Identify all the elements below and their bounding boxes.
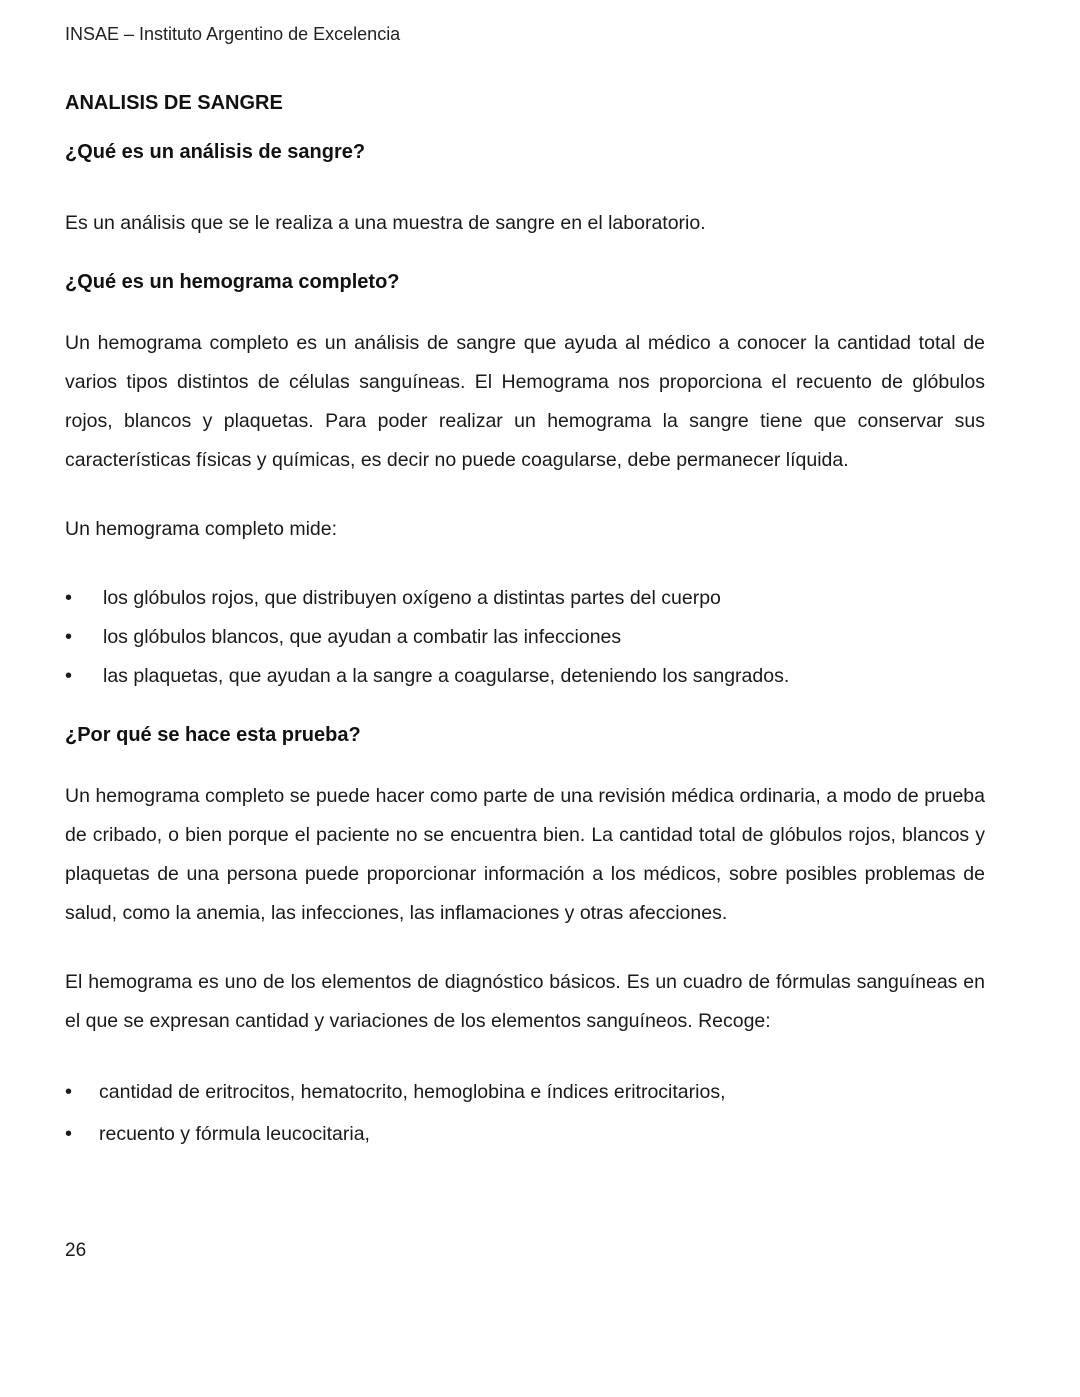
- measures-intro: Un hemograma completo mide:: [65, 518, 338, 540]
- bullet-icon: •: [65, 1123, 73, 1145]
- question-heading-2: ¿Qué es un hemograma completo?: [65, 271, 400, 293]
- page-number: 26: [65, 1240, 87, 1261]
- document-title: ANALISIS DE SANGRE: [65, 92, 283, 114]
- list-item: • las plaquetas, que ayudan a la sangre a coagularse, deteniendo los sangrados.: [65, 657, 985, 696]
- hemogram-paragraph: Un hemograma completo es un análisis de sangre que ayuda al médico a conocer la cantidad total de varios tipos distintos de células sanguíneas. El Hemograma nos proporciona el recuento de glóbulos rojos, blancos y plaquetas. Para poder realizar un hemograma la sangre tiene que conservar sus características físicas y químicas, es decir no puede coagularse, debe permanecer líquida.: [65, 332, 985, 471]
- document-body: [65, 92, 985, 1155]
- list-item: • cantidad de eritrocitos, hematocrito, hemoglobina e índices eritrocitarios,: [65, 1071, 985, 1113]
- list-item: • recuento y fórmula leucocitaria,: [65, 1113, 985, 1155]
- answer-paragraph-1: Es un análisis que se le realiza a una muestra de sangre en el laboratorio.: [65, 212, 706, 234]
- list-item: • los glóbulos rojos, que distribuyen oxígeno a distintas partes del cuerpo: [65, 579, 985, 618]
- diagnostic-paragraph: El hemograma es uno de los elementos de diagnóstico básicos. Es un cuadro de fórmulas sanguíneas en el que se expresan cantidad y variaciones de los elementos sanguíneos. Recoge:: [65, 971, 985, 1032]
- list-item: • los glóbulos blancos, que ayudan a combatir las infecciones: [65, 618, 985, 657]
- bullet-icon: •: [65, 587, 73, 609]
- question-heading-3: ¿Por qué se hace esta prueba?: [65, 724, 361, 746]
- bullet-icon: •: [65, 665, 73, 687]
- page-header: INSAE – Instituto Argentino de Excelencia: [65, 24, 401, 44]
- test-reason-paragraph: Un hemograma completo se puede hacer como parte de una revisión médica ordinaria, a modo de prueba de cribado, o bien porque el paciente no se encuentra bien. La cantidad total de glóbulos rojos, blancos y plaquetas de una persona puede proporcionar información a los médicos, sobre posibles problemas de salud, como la anemia, las infecciones, las inflamaciones y otras afecciones.: [65, 785, 985, 924]
- question-heading-1: ¿Qué es un análisis de sangre?: [65, 141, 366, 163]
- measures-list: [65, 579, 985, 696]
- bullet-icon: •: [65, 626, 73, 648]
- bullet-icon: •: [65, 1081, 73, 1103]
- collects-list: [65, 1071, 985, 1155]
